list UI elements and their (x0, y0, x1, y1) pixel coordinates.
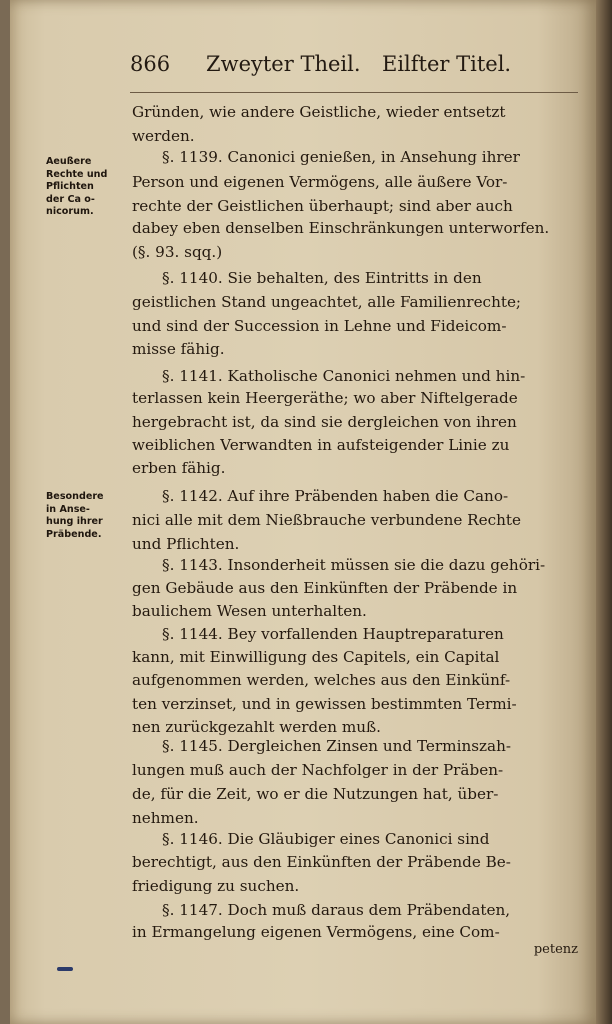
body-line: nehmen. (132, 809, 199, 827)
running-header (130, 52, 580, 88)
body-line: hergebracht ist, da sind sie dergleichen von ihren (132, 413, 517, 431)
body-line: nen zurückgezahlt werden muß. (132, 718, 381, 736)
body-line: erben fähig. (132, 459, 226, 477)
body-line: Gründen, wie andere Geistliche, wieder entsetzt (132, 103, 506, 121)
margin-note-special-rights (46, 491, 128, 541)
body-line: berechtigt, aus den Einkünften der Präbende Be- (132, 853, 511, 871)
body-line: rechte der Geistlichen überhaupt; sind aber auch (132, 197, 513, 215)
page-number: 866 (130, 52, 171, 76)
body-line: §. 1140. Sie behalten, des Eintritts in den (162, 269, 482, 287)
body-line: kann, mit Einwilligung des Capitels, ein Capital (132, 648, 500, 666)
body-line: nici alle mit dem Nießbrauche verbundene Rechte (132, 511, 521, 529)
page-edge (596, 0, 612, 1024)
body-line: §. 1145. Dergleichen Zinsen und Terminszah- (162, 737, 511, 755)
part-title: Zweyter Theil. (206, 52, 361, 76)
margin-note-outer-rights (46, 156, 128, 219)
body-line: in Ermangelung eigenen Vermögens, eine Com- (132, 923, 500, 941)
body-line: Person und eigenen Vermögens, alle äußere Vor- (132, 173, 508, 191)
body-line: ten verzinset, und in gewissen bestimmten Termi- (132, 695, 517, 713)
catchword: petenz (533, 942, 578, 957)
body-line: §. 1142. Auf ihre Präbenden haben die Cano- (162, 487, 509, 505)
chapter-title: Eilfter Titel. (382, 52, 512, 76)
body-line: und Pflichten. (132, 535, 240, 553)
ink-mark (57, 967, 73, 971)
body-line: geistlichen Stand ungeachtet, alle Familienrechte; (132, 293, 522, 311)
body-line: misse fähig. (132, 340, 225, 358)
margin-note-line: Rechte und (46, 168, 108, 180)
margin-note-line: Pflichten (46, 181, 94, 192)
body-line: §. 1146. Die Gläubiger eines Canonici sind (162, 830, 490, 848)
body-line: §. 1139. Canonici genießen, in Ansehung ihrer (162, 148, 520, 166)
body-line: lungen muß auch der Nachfolger in der Präben- (132, 761, 504, 779)
body-line: baulichem Wesen unterhalten. (132, 602, 367, 620)
body-line: werden. (132, 127, 195, 145)
body-line: gen Gebäude aus den Einkünften der Präbende in (132, 579, 518, 597)
body-line: dabey eben denselben Einschränkungen unterworfen. (132, 219, 550, 237)
body-line: §. 1147. Doch muß daraus dem Präbendaten, (162, 901, 511, 919)
body-line: §. 1143. Insonderheit müssen sie die dazu gehöri- (162, 556, 546, 574)
margin-note-line: in Anse- (46, 503, 90, 515)
margin-note-line: Aeußere (46, 156, 92, 167)
body-line: weiblichen Verwandten in aufsteigender Linie zu (132, 436, 510, 454)
margin-note-line: hung ihrer (46, 516, 103, 527)
body-line: und sind der Succession in Lehne und Fideicom- (132, 317, 507, 335)
body-line: de, für die Zeit, wo er die Nutzungen hat, über- (132, 785, 499, 803)
margin-note-line: Präbende. (46, 528, 102, 540)
margin-note-line: der Ca o- (46, 193, 95, 205)
body-line: terlassen kein Heergeräthe; wo aber Niftelgerade (132, 389, 518, 407)
body-line: §. 1144. Bey vorfallenden Hauptreparaturen (162, 625, 504, 643)
body-line: friedigung zu suchen. (132, 877, 300, 895)
body-line: aufgenommen werden, welches aus den Einkünf- (132, 671, 511, 689)
header-rule (130, 92, 578, 93)
body-line: §. 1141. Katholische Canonici nehmen und hin- (162, 367, 526, 385)
margin-note-line: nicorum. (46, 206, 94, 217)
body-line: (§. 93. sqq.) (132, 243, 223, 261)
margin-note-line: Besondere (46, 491, 104, 502)
